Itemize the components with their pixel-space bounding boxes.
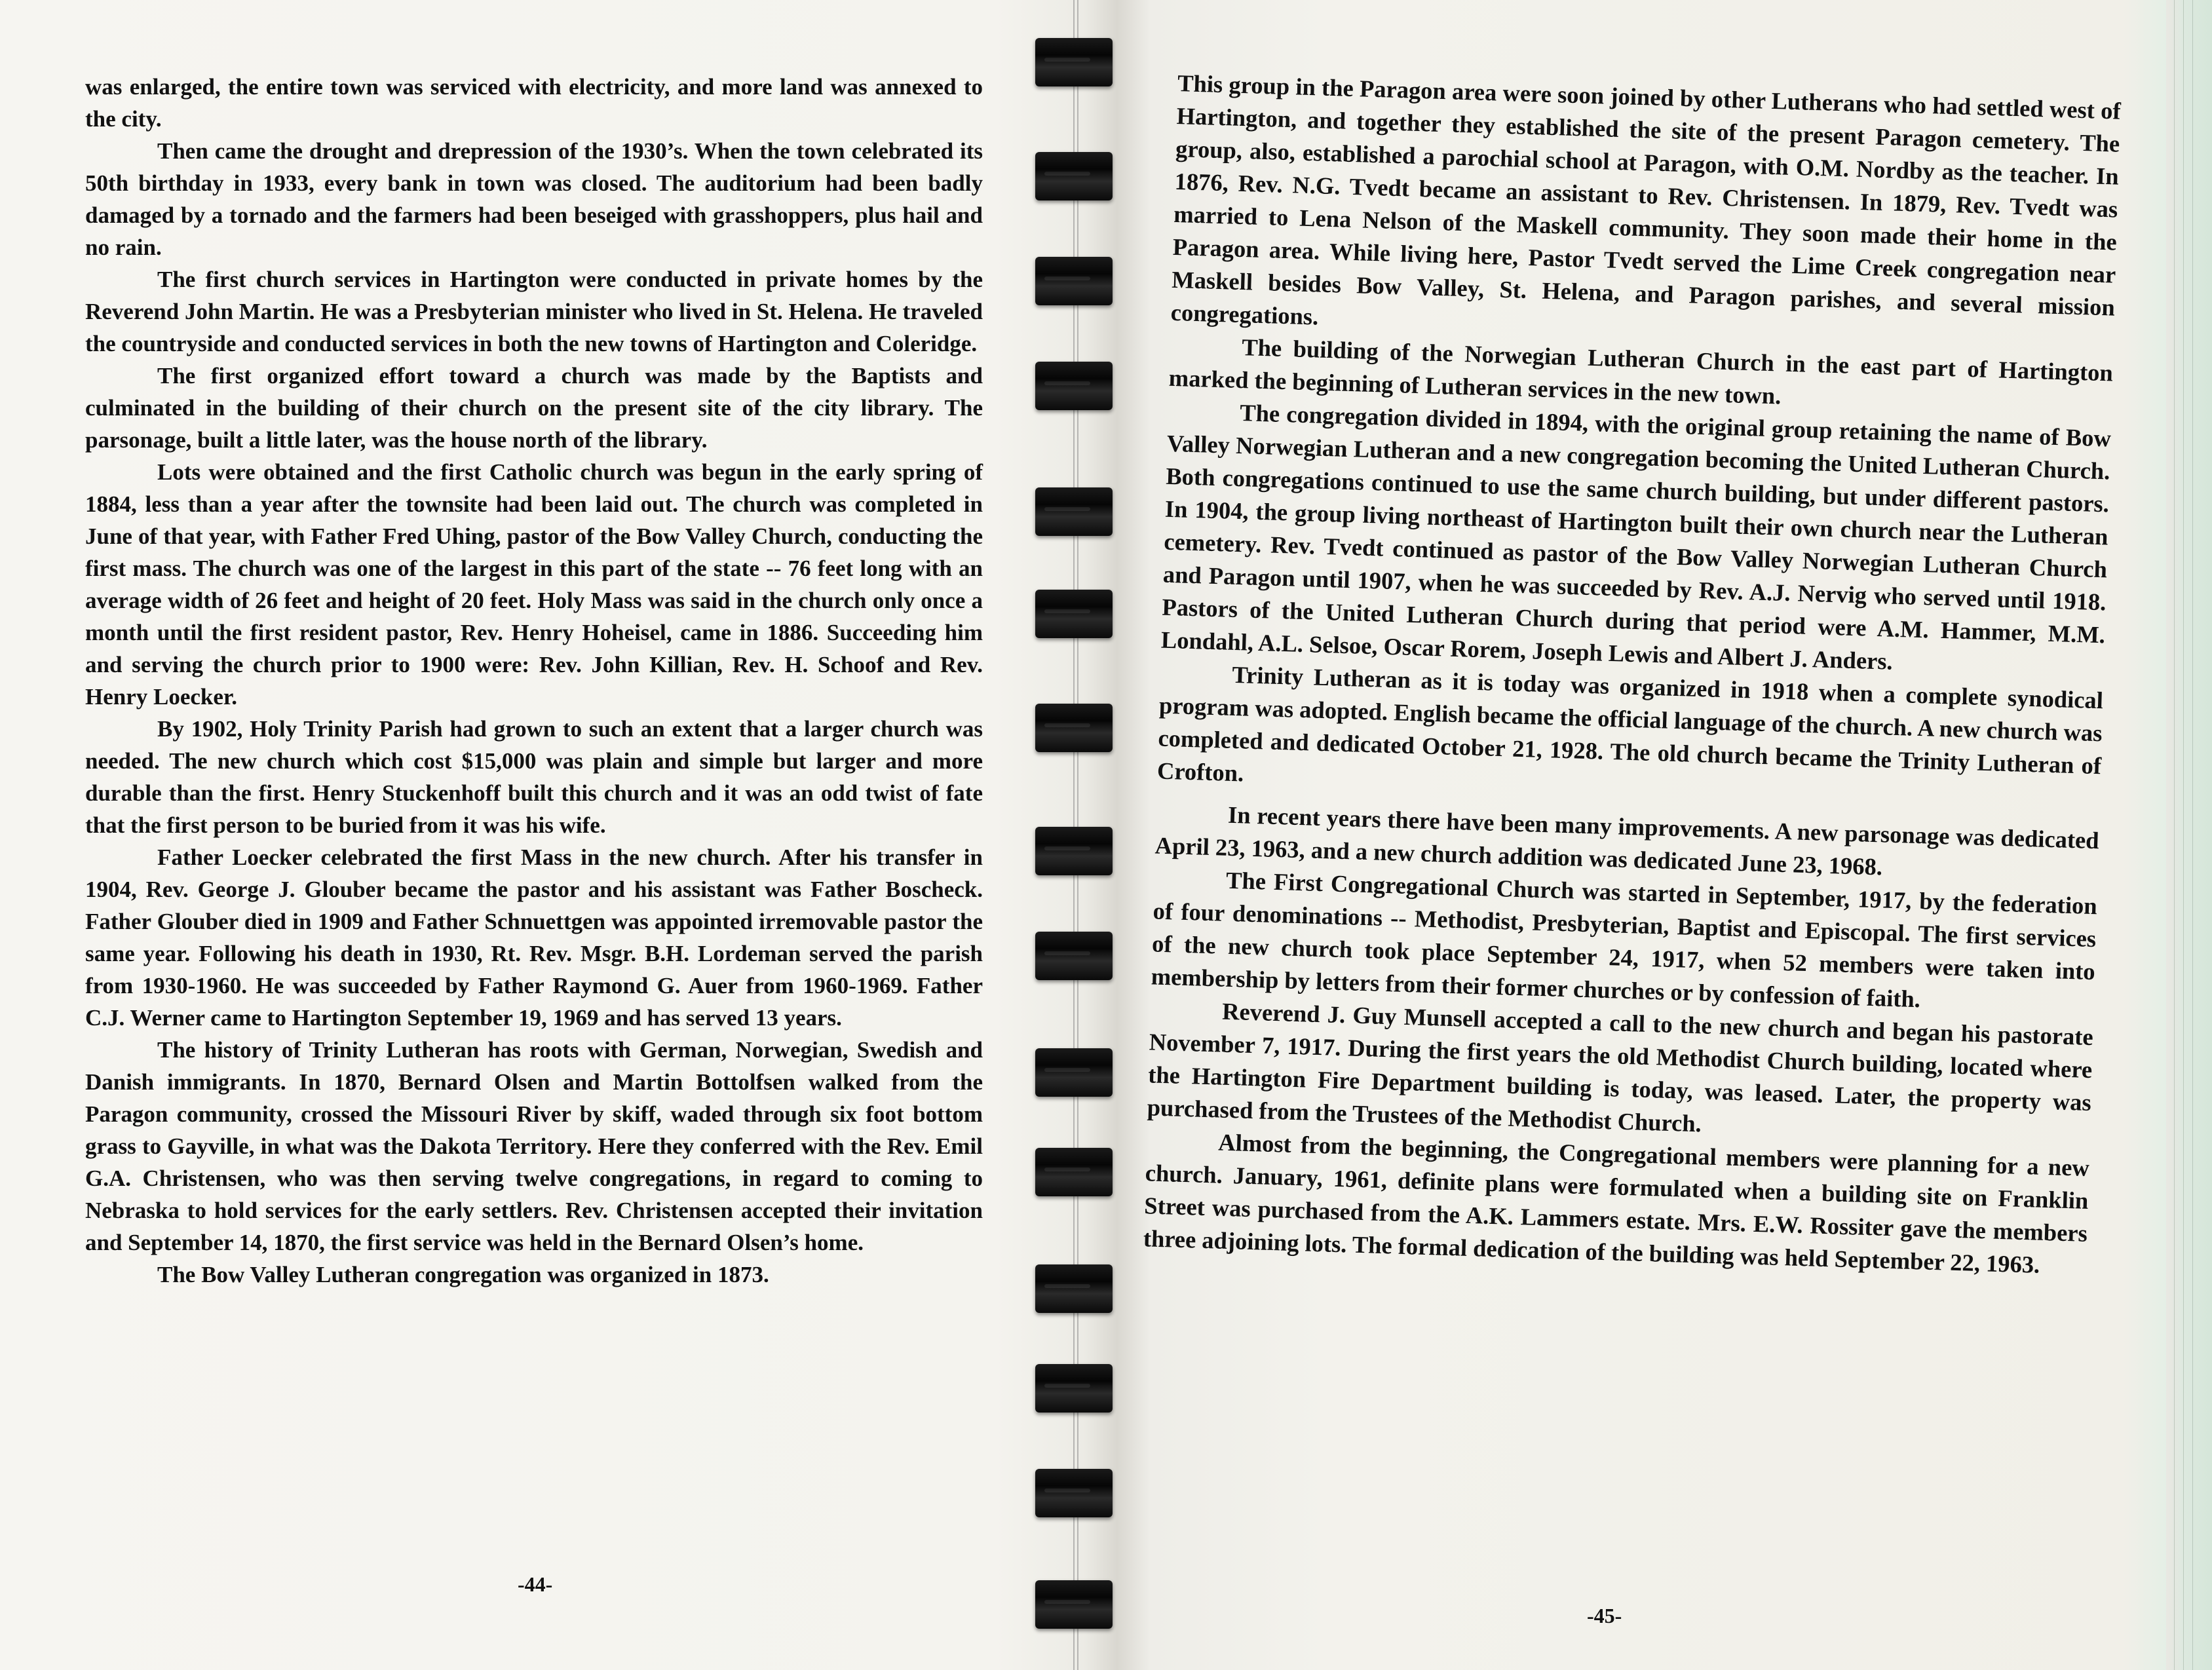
right-page-text [1143,67,2121,1283]
paragraph: By 1902, Holy Trinity Parish had grown to such an extent that a larger church was needed. The new church which cost $15,000 was plain and simple but larger and more durable than the first. Henry Stuckenhoff built this church and it was an odd twist of fate that the first person to be buried from it was his wife. [85,716,983,838]
paragraph: Reverend J. Guy Munsell accepted a call to the new church and began his pastorate November 7, 1917. During the first years the old Methodist Church building, located where the Hartington Fire Department building is today, was leased. Later, the property was purchased from the Trustees of the Methodist Church. [1147,997,2094,1137]
paragraph: The building of the Norwegian Lutheran Church in the east part of Hartington marked the beginning of Lutheran services in the new town. [1168,333,2114,409]
paragraph: Almost from the beginning, the Congregational members were planning for a new church. January, 1961, definite plans were formulated when a building site on Franklin Street was purchased from the A.K. Lammers estate. Mrs. E.W. Rossiter gave the members three adjoining lots. The formal dedication of the building was held September 22, 1963. [1143,1128,2090,1278]
paragraph: The history of Trinity Lutheran has roots with German, Norwegian, Swedish and Danish immigrants. In 1870, Bernard Olsen and Martin Bottolfsen walked from the Paragon community, crossed the Missouri River by skiff, waded through six foot bottom grass to Gayville, in what was the Dakota Territory. Here they conferred with the Rev. Emil G.A. Christensen, who was then serving twelve congregations, in regard to coming to Nebraska to hold services for the early settlers. Rev. Christensen accepted their invitation and September 14, 1870, the first service was held in the Bernard Olsen’s home. [85,1037,983,1255]
paragraph: This group in the Paragon area were soon joined by other Lutherans who had settled west of Hartington, and together they established the site of the present Paragon cemetery. The group, also, established a parochial school at Paragon, with O.M. Nordby as the teacher. In 1876, Rev. N.G. Tvedt became an assistant to Rev. Christensen. In 1879, Rev. Tvedt was married to Lena Nelson of the Maskell community. They soon made their home in the Paragon area. While living here, Pastor Tvedt served the Lime Creek congregation near Maskell besides Bow Valley, St. Helena, and Paragon parishes, and several mission congregations. [1170,69,2122,330]
paragraph: Then came the drought and drepression of the 1930’s. When the town celebrated its 50th birthday in 1933, every bank in town was closed. The auditorium had been badly damaged by a tornado and the farmers had been beseiged with grasshoppers, plus hail and no rain. [85,138,983,260]
paragraph: The congregation divided in 1894, with the original group retaining the name of Bow Valley Norwegian Lutheran and a new congregation becoming the United Lutheran Church. Both congregations continued to use the same church building, but under different pastors. In 1904, the group living northeast of Hartington built their own church near the Lutheran cemetery. Rev. Tvedt continued as pastor of the Bow Valley Norwegian Lutheran Church and Paragon until 1907, when he was succeeded by Rev. A.J. Nervig who served until 1918. Pastors of the United Lutheran Church during that period were A.M. Hammer, M.M. Londahl, A.L. Selsoe, Oscar Rorem, Joseph Lewis and Albert J. Anders. [1160,399,2112,675]
paragraph: The Bow Valley Lutheran congregation was organized in 1873. [157,1262,769,1287]
page-edges [2166,0,2212,1670]
paragraph: The first organized effort toward a church was made by the Baptists and culminated in the building of their church on the present site of the city library. The parsonage, built a little later, was the house north of the library. [85,363,983,453]
right-page [1101,0,2212,1670]
paragraph: Lots were obtained and the first Catholic church was begun in the early spring of 1884, less than a year after the townsite had been laid out. The church was completed in June of that year, with Father Fred Uhing, pastor of the Bow Valley Church, conducting the first mass. The church was one of the largest in this part of the state -- 76 feet long with an average width of 26 feet and height of 20 feet. Holy Mass was said in the church only once a month until the first resident pastor, Rev. Henry Hoheisel, came in 1886. Succeeding him and serving the church prior to 1900 were: Rev. John Killian, Rev. H. Schoof and Rev. Henry Loecker. [85,459,983,710]
paragraph: Trinity Lutheran as it is today was organized in 1918 when a complete synodical program was adopted. English became the official language of the church. A new church was completed and dedicated October 21, 1928. The old church became the Trinity Lutheran of Crofton. [1156,660,2104,787]
paragraph: The First Congregational Church was started in September, 1917, by the federation of four denominations -- Methodist, Presbyterian, Baptist and Episcopal. The first services of the new church took place September 24, 1917, when 52 members were taken into membership by letters from their former churches or by confession of faith. [1151,866,2098,1013]
page-number: -44- [518,1572,553,1596]
paragraph: In recent years there have been many improvements. A new parsonage was dedicated April 23, 1963, and a new church addition was dedicated June 23, 1968. [1154,801,2100,881]
paragraph: The first church services in Hartington were conducted in private homes by the Reverend John Martin. He was a Presbyterian minister who lived in St. Helena. He traveled the countryside and conducted services in both the new towns of Hartington and Coleridge. [85,267,983,356]
paragraph: Father Loecker celebrated the first Mass in the new church. After his transfer in 1904, Rev. George J. Glouber became the pastor and his assistant was Father Boscheck. Father Glouber died in 1909 and Father Schnuettgen was appointed irremovable pastor the same year. Following his death in 1930, Rt. Rev. Msgr. B.H. Lordeman served the parish from 1930-1960. He was succeeded by Father Raymond G. Auer from 1960-1969. Father C.J. Werner came to Hartington September 19, 1969 and has served 13 years. [85,844,983,1031]
left-page-text [85,71,983,1291]
paragraph: was enlarged, the entire town was serviced with electricity, and more land was annexed to the city. [85,74,983,132]
left-page [0,0,1048,1670]
page-number: -45- [1587,1604,1622,1627]
